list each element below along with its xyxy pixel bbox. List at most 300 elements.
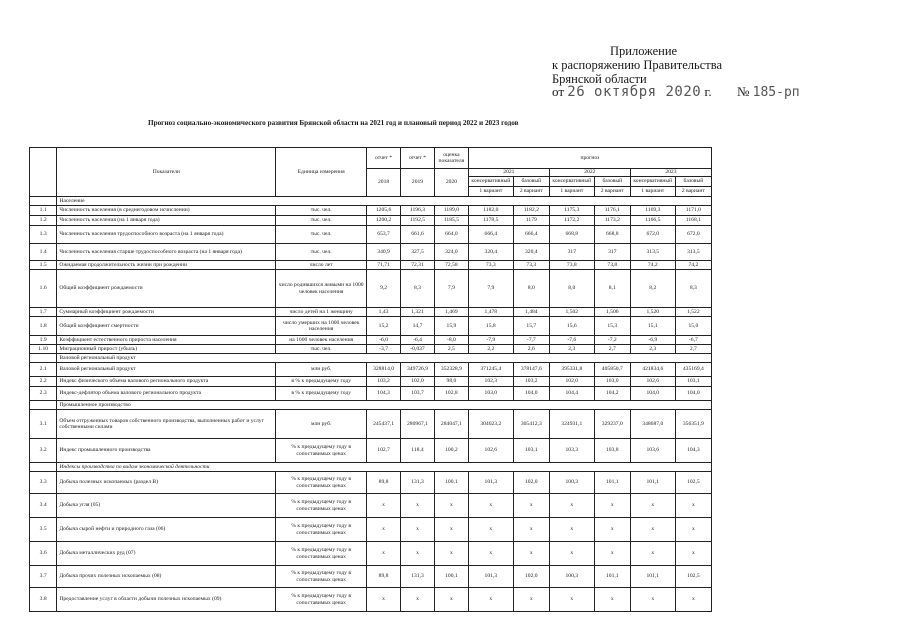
head-year-2022: 2022	[549, 169, 630, 177]
row-number: 1.1	[30, 206, 57, 216]
row-number: 1.3	[30, 226, 57, 244]
head-2023-variant-2: 2 вариант	[675, 187, 711, 197]
row-value: 103,3	[549, 439, 594, 463]
row-unit: % к предыдущему году в сопоставимых ценах	[276, 588, 367, 612]
table-row	[30, 588, 712, 612]
row-unit: % к предыдущему году в сопоставимых ценах	[276, 518, 367, 542]
row-indicator: Миграционный прирост (убыль)	[57, 345, 276, 354]
row-value: 102,0	[513, 566, 549, 588]
row-value: x	[630, 588, 675, 612]
row-value: 668,8	[549, 226, 594, 244]
row-unit: % к предыдущему году в сопоставимых ценах	[276, 439, 367, 463]
row-unit: % к предыдущему году в сопоставимых ценах	[276, 542, 367, 566]
section-number-cell	[30, 401, 57, 410]
row-value: 2,7	[594, 345, 630, 354]
table-row	[30, 410, 712, 439]
date-prefix: от	[552, 84, 565, 99]
row-value: 102,6	[630, 377, 675, 387]
forecast-table	[29, 147, 712, 612]
row-value: x	[468, 588, 513, 612]
row-value: x	[401, 588, 435, 612]
row-value: -6,7	[675, 336, 711, 345]
row-value: 103,2	[367, 377, 401, 387]
row-indicator: Численность населения трудоспособного возраста (на 1 января года)	[57, 226, 276, 244]
row-value: 15,8	[468, 317, 513, 336]
row-value: 349726,9	[401, 363, 435, 377]
row-value: 1196,3	[401, 206, 435, 216]
row-value: 102,0	[401, 377, 435, 387]
row-value: 317	[549, 244, 594, 261]
row-value: x	[675, 518, 711, 542]
row-value: -3,7	[367, 345, 401, 354]
row-unit: тыс. чел.	[276, 206, 367, 216]
table-row	[30, 345, 712, 354]
row-indicator: Добыча полезных ископаемых (раздел В)	[57, 472, 276, 494]
row-value: x	[367, 542, 401, 566]
row-value: 101,3	[468, 566, 513, 588]
head-report-2019: отчет *	[401, 148, 435, 169]
row-value: 371245,4	[468, 363, 513, 377]
row-number: 3.4	[30, 494, 57, 518]
row-indicator: Численность населения старше трудоспособного возраста (на 1 января года)	[57, 244, 276, 261]
row-value: 8,3	[675, 270, 711, 308]
appendix-to-order: к распоряжению Правительства	[552, 58, 723, 72]
row-value: 1178,5	[468, 216, 513, 226]
row-value: 101,3	[468, 472, 513, 494]
head-2021-variant-1: 1 вариант	[468, 187, 513, 197]
row-value: 104,3	[675, 439, 711, 463]
row-value: -7,9	[468, 336, 513, 345]
row-value: x	[468, 518, 513, 542]
row-value: 2,6	[513, 345, 549, 354]
head-2022-conservative: консервативный	[549, 177, 594, 187]
head-2022-variant-1: 1 вариант	[549, 187, 594, 197]
row-indicator: Индекс промышленного производства	[57, 439, 276, 463]
row-value: 1,43	[367, 308, 401, 317]
row-value: 1172,2	[549, 216, 594, 226]
row-value: 324931,1	[549, 410, 594, 439]
row-value: 1,478	[468, 308, 513, 317]
row-value: x	[630, 542, 675, 566]
row-indicator: Численность населения (в среднегодовом исчислении)	[57, 206, 276, 216]
row-value: 100,1	[434, 472, 468, 494]
date-suffix: г.	[704, 84, 712, 99]
row-indicator: Добыча угля (05)	[57, 494, 276, 518]
row-indicator: Ожидаемая продолжительность жизни при рождении	[57, 261, 276, 270]
row-value: 131,3	[401, 566, 435, 588]
row-value: x	[513, 588, 549, 612]
table-row	[30, 518, 712, 542]
row-unit: в % к предыдущему году	[276, 377, 367, 387]
number-prefix: №	[737, 84, 750, 99]
row-number: 2.3	[30, 387, 57, 401]
appendix-region: Брянской области	[552, 72, 647, 86]
row-value: 73,3	[468, 261, 513, 270]
row-unit: млн руб.	[276, 363, 367, 377]
row-value: 104,0	[630, 387, 675, 401]
row-value: 328814,0	[367, 363, 401, 377]
row-value: 102,5	[675, 566, 711, 588]
row-indicator: Индекс-дефлятор объема валового регионального продукта	[57, 387, 276, 401]
row-unit: % к предыдущему году в сопоставимых ценах	[276, 494, 367, 518]
head-2021-basic: базовый	[513, 177, 549, 187]
row-value: x	[434, 518, 468, 542]
row-value: x	[434, 494, 468, 518]
row-value: 103,1	[675, 377, 711, 387]
row-number: 1.10	[30, 345, 57, 354]
row-value: x	[367, 588, 401, 612]
row-value: 103,0	[594, 377, 630, 387]
row-indicator: Добыча прочих полезных ископаемых (08)	[57, 566, 276, 588]
row-value: 378147,6	[513, 363, 549, 377]
row-value: -6,9	[630, 336, 675, 345]
row-unit: число детей на 1 женщину	[276, 308, 367, 317]
row-value: 672,0	[675, 226, 711, 244]
row-value: x	[549, 588, 594, 612]
row-value: 304023,2	[468, 410, 513, 439]
row-number: 1.7	[30, 308, 57, 317]
row-indicator: Добыча сырой нефти и природного газа (06)	[57, 518, 276, 542]
row-indicator: Коэффициент естественного прироста населения	[57, 336, 276, 345]
row-value: -7,6	[549, 336, 594, 345]
row-value: 1205,6	[367, 206, 401, 216]
row-value: x	[401, 542, 435, 566]
row-indicator: Индекс физического объема валового регионального продукта	[57, 377, 276, 387]
row-value: -8,0	[434, 336, 468, 345]
row-value: 2,7	[675, 345, 711, 354]
row-value: 1175,3	[549, 206, 594, 216]
row-value: 98,0	[434, 377, 468, 387]
row-value: 15,6	[549, 317, 594, 336]
row-number: 1.6	[30, 270, 57, 308]
head-2023-conservative: консервативный	[630, 177, 675, 187]
head-2022-variant-2: 2 вариант	[594, 187, 630, 197]
row-value: 1,522	[675, 308, 711, 317]
row-value: 313,5	[675, 244, 711, 261]
row-value: x	[401, 494, 435, 518]
row-value: 8,2	[630, 270, 675, 308]
row-value: 668,8	[594, 226, 630, 244]
row-number: 3.6	[30, 542, 57, 566]
row-value: 2,3	[630, 345, 675, 354]
row-number: 3.1	[30, 410, 57, 439]
row-value: 103,8	[594, 439, 630, 463]
row-value: 664,0	[434, 226, 468, 244]
row-value: 89,8	[367, 566, 401, 588]
row-value: x	[549, 494, 594, 518]
row-value: 1176,1	[594, 206, 630, 216]
section-row	[30, 401, 712, 410]
row-value: -7,7	[513, 336, 549, 345]
head-report-2018: отчет *	[367, 148, 401, 169]
head-estimate: оценка показателя	[434, 148, 468, 169]
row-value: -6,0	[367, 336, 401, 345]
row-value: x	[630, 518, 675, 542]
row-value: -7,2	[594, 336, 630, 345]
head-year-2020: 2020	[434, 169, 468, 197]
table-row	[30, 206, 712, 216]
row-value: x	[513, 542, 549, 566]
row-value: 340,9	[367, 244, 401, 261]
row-number: 3.7	[30, 566, 57, 588]
table-row	[30, 216, 712, 226]
row-indicator: Валовой региональный продукт	[57, 363, 276, 377]
row-value: 435169,4	[675, 363, 711, 377]
row-value: x	[594, 494, 630, 518]
row-value: x	[513, 518, 549, 542]
row-value: 421834,6	[630, 363, 675, 377]
table-head	[30, 148, 712, 197]
row-value: 103,0	[468, 387, 513, 401]
row-value: 1189,0	[434, 206, 468, 216]
head-year-2018: 2018	[367, 169, 401, 197]
order-number	[737, 84, 800, 100]
row-unit: в % к предыдущему году	[276, 387, 367, 401]
row-value: 317	[594, 244, 630, 261]
row-value: 100,2	[434, 439, 468, 463]
row-value: 1179	[513, 216, 549, 226]
head-2021-variant-2: 2 вариант	[513, 187, 549, 197]
row-value: 8,3	[401, 270, 435, 308]
section-label: Промышленное производство	[57, 401, 712, 410]
table-row	[30, 244, 712, 261]
row-value: 666,4	[468, 226, 513, 244]
row-value: 1,321	[401, 308, 435, 317]
table-row	[30, 363, 712, 377]
row-number: 3.2	[30, 439, 57, 463]
row-value: 324,0	[434, 244, 468, 261]
row-value: 15,9	[434, 317, 468, 336]
row-unit: млн руб.	[276, 410, 367, 439]
table-row	[30, 308, 712, 317]
section-row	[30, 197, 712, 206]
row-value: 2,5	[434, 345, 468, 354]
row-value: 118,4	[401, 439, 435, 463]
date-handwritten: 26 октября 2020	[567, 84, 702, 100]
head-year-2021: 2021	[468, 169, 549, 177]
row-value: 102,3	[468, 377, 513, 387]
row-value: 1182,2	[513, 206, 549, 216]
section-label: Индексы производства по видам экономической деятельности	[57, 463, 712, 472]
row-unit: число умерших на 1000 человек населения	[276, 317, 367, 336]
row-value: 104,0	[513, 387, 549, 401]
row-value: 102,0	[513, 472, 549, 494]
section-number-cell	[30, 463, 57, 472]
row-number: 2.2	[30, 377, 57, 387]
row-value: x	[401, 518, 435, 542]
row-unit: число лет	[276, 261, 367, 270]
row-value: 8,1	[594, 270, 630, 308]
appendix-label: Приложение	[610, 44, 678, 58]
row-value: 15,2	[367, 317, 401, 336]
row-value: 102,5	[675, 472, 711, 494]
row-value: 104,0	[675, 387, 711, 401]
row-value: 103,2	[513, 377, 549, 387]
section-label: Население	[57, 197, 712, 206]
row-indicator: Объем отгруженных товаров собственного производства, выполненных работ и услуг собственными силами	[57, 410, 276, 439]
row-value: x	[594, 588, 630, 612]
row-value: 100,3	[549, 566, 594, 588]
section-number-cell	[30, 197, 57, 206]
row-indicator: Предоставление услуг в области добычи полезных ископаемых (09)	[57, 588, 276, 612]
row-value: 7,9	[434, 270, 468, 308]
row-value: 73,8	[594, 261, 630, 270]
row-value: 1171,0	[675, 206, 711, 216]
row-value: x	[549, 518, 594, 542]
row-value: 280967,1	[401, 410, 435, 439]
row-value: 1,506	[594, 308, 630, 317]
row-unit: тыс. чел.	[276, 226, 367, 244]
row-number: 1.8	[30, 317, 57, 336]
row-value: 1,469	[434, 308, 468, 317]
table-row	[30, 261, 712, 270]
row-value: -6,4	[401, 336, 435, 345]
row-value: 102,6	[468, 439, 513, 463]
row-value: 14,7	[401, 317, 435, 336]
row-value: 103,1	[513, 439, 549, 463]
row-value: 1192,5	[401, 216, 435, 226]
row-value: 8,0	[513, 270, 549, 308]
row-value: 100,3	[549, 472, 594, 494]
row-value: -0,037	[401, 345, 435, 354]
row-value: 74,2	[675, 261, 711, 270]
row-number: 1.4	[30, 244, 57, 261]
row-value: 15,1	[630, 317, 675, 336]
head-forecast: прогноз	[468, 148, 711, 169]
row-value: 245437,1	[367, 410, 401, 439]
row-value: x	[468, 494, 513, 518]
row-number: 3.5	[30, 518, 57, 542]
row-value: 1173,2	[594, 216, 630, 226]
row-value: 73,3	[513, 261, 549, 270]
row-value: x	[513, 494, 549, 518]
head-2023-basic: базовый	[675, 177, 711, 187]
row-indicator: Добыча металлических руд (07)	[57, 542, 276, 566]
row-value: 8,0	[549, 270, 594, 308]
table-row	[30, 387, 712, 401]
row-number: 1.2	[30, 216, 57, 226]
row-value: 672,0	[630, 226, 675, 244]
row-value: 1185,5	[434, 216, 468, 226]
row-value: 320,4	[468, 244, 513, 261]
table-row	[30, 377, 712, 387]
section-number-cell	[30, 354, 57, 363]
row-value: x	[434, 542, 468, 566]
table-row	[30, 226, 712, 244]
table-row	[30, 542, 712, 566]
head-indicator: Показатели	[57, 148, 276, 197]
row-value: 131,3	[401, 472, 435, 494]
table-row	[30, 336, 712, 345]
head-year-2019: 2019	[401, 169, 435, 197]
row-value: 1,484	[513, 308, 549, 317]
row-value: 104,3	[367, 387, 401, 401]
row-value: 104,4	[549, 387, 594, 401]
row-value: x	[367, 518, 401, 542]
section-label: Валовой региональный продукт	[57, 354, 712, 363]
row-value: x	[549, 542, 594, 566]
section-row	[30, 354, 712, 363]
row-indicator: Общий коэффициент смертности	[57, 317, 276, 336]
row-value: x	[675, 588, 711, 612]
row-value: 101,1	[594, 472, 630, 494]
row-number: 1.9	[30, 336, 57, 345]
table-row	[30, 270, 712, 308]
document-title: Прогноз социально-экономического развития Брянской области на 2021 год и плановый период 2022 и 2023 годов	[148, 119, 519, 127]
row-value: x	[675, 542, 711, 566]
row-indicator: Численность населения (на 1 января года)	[57, 216, 276, 226]
row-value: x	[468, 542, 513, 566]
row-value: 101,1	[630, 472, 675, 494]
row-value: 313,5	[630, 244, 675, 261]
row-value: 1166,5	[630, 216, 675, 226]
row-value: 352328,9	[434, 363, 468, 377]
row-value: 103,6	[630, 439, 675, 463]
row-value: 15,0	[675, 317, 711, 336]
row-value: 1,502	[549, 308, 594, 317]
row-unit: на 1000 человек населения	[276, 336, 367, 345]
row-number: 1.5	[30, 261, 57, 270]
row-value: x	[630, 494, 675, 518]
table-row	[30, 494, 712, 518]
row-value: 2,2	[468, 345, 513, 354]
row-value: 15,7	[513, 317, 549, 336]
row-value: 72,31	[401, 261, 435, 270]
row-value: 1168,1	[675, 216, 711, 226]
row-value: 653,7	[367, 226, 401, 244]
row-value: 356351,9	[675, 410, 711, 439]
row-value: 348687,0	[630, 410, 675, 439]
row-value: 74,2	[630, 261, 675, 270]
row-unit: тыс. чел.	[276, 244, 367, 261]
row-value: 101,1	[594, 566, 630, 588]
row-value: 327,5	[401, 244, 435, 261]
row-indicator: Общий коэффициент рождаемости	[57, 270, 276, 308]
row-value: 102,0	[549, 377, 594, 387]
row-value: 89,8	[367, 472, 401, 494]
row-value: 1169,3	[630, 206, 675, 216]
row-unit: тыс. чел.	[276, 216, 367, 226]
table-body	[30, 197, 712, 612]
head-2023-variant-1: 1 вариант	[630, 187, 675, 197]
row-value: 1,520	[630, 308, 675, 317]
row-value: 102,8	[434, 387, 468, 401]
row-unit: тыс. чел.	[276, 345, 367, 354]
row-value: 395331,8	[549, 363, 594, 377]
row-value: 1200,2	[367, 216, 401, 226]
row-value: 329237,0	[594, 410, 630, 439]
row-value: x	[675, 494, 711, 518]
row-value: 661,6	[401, 226, 435, 244]
row-value: 320,4	[513, 244, 549, 261]
header-block	[552, 44, 752, 86]
head-2021-conservative: консервативный	[468, 177, 513, 187]
table-row	[30, 439, 712, 463]
row-value: 2,3	[549, 345, 594, 354]
head-2022-basic: базовый	[594, 177, 630, 187]
row-value: 72,58	[434, 261, 468, 270]
row-value: x	[434, 588, 468, 612]
table-row	[30, 566, 712, 588]
row-number: 3.3	[30, 472, 57, 494]
table-row	[30, 317, 712, 336]
row-value: 1182,0	[468, 206, 513, 216]
row-value: 7,9	[468, 270, 513, 308]
number-handwritten: 185-рп	[752, 85, 800, 100]
row-value: 305412,3	[513, 410, 549, 439]
row-value: 15,3	[594, 317, 630, 336]
row-value: 103,7	[401, 387, 435, 401]
